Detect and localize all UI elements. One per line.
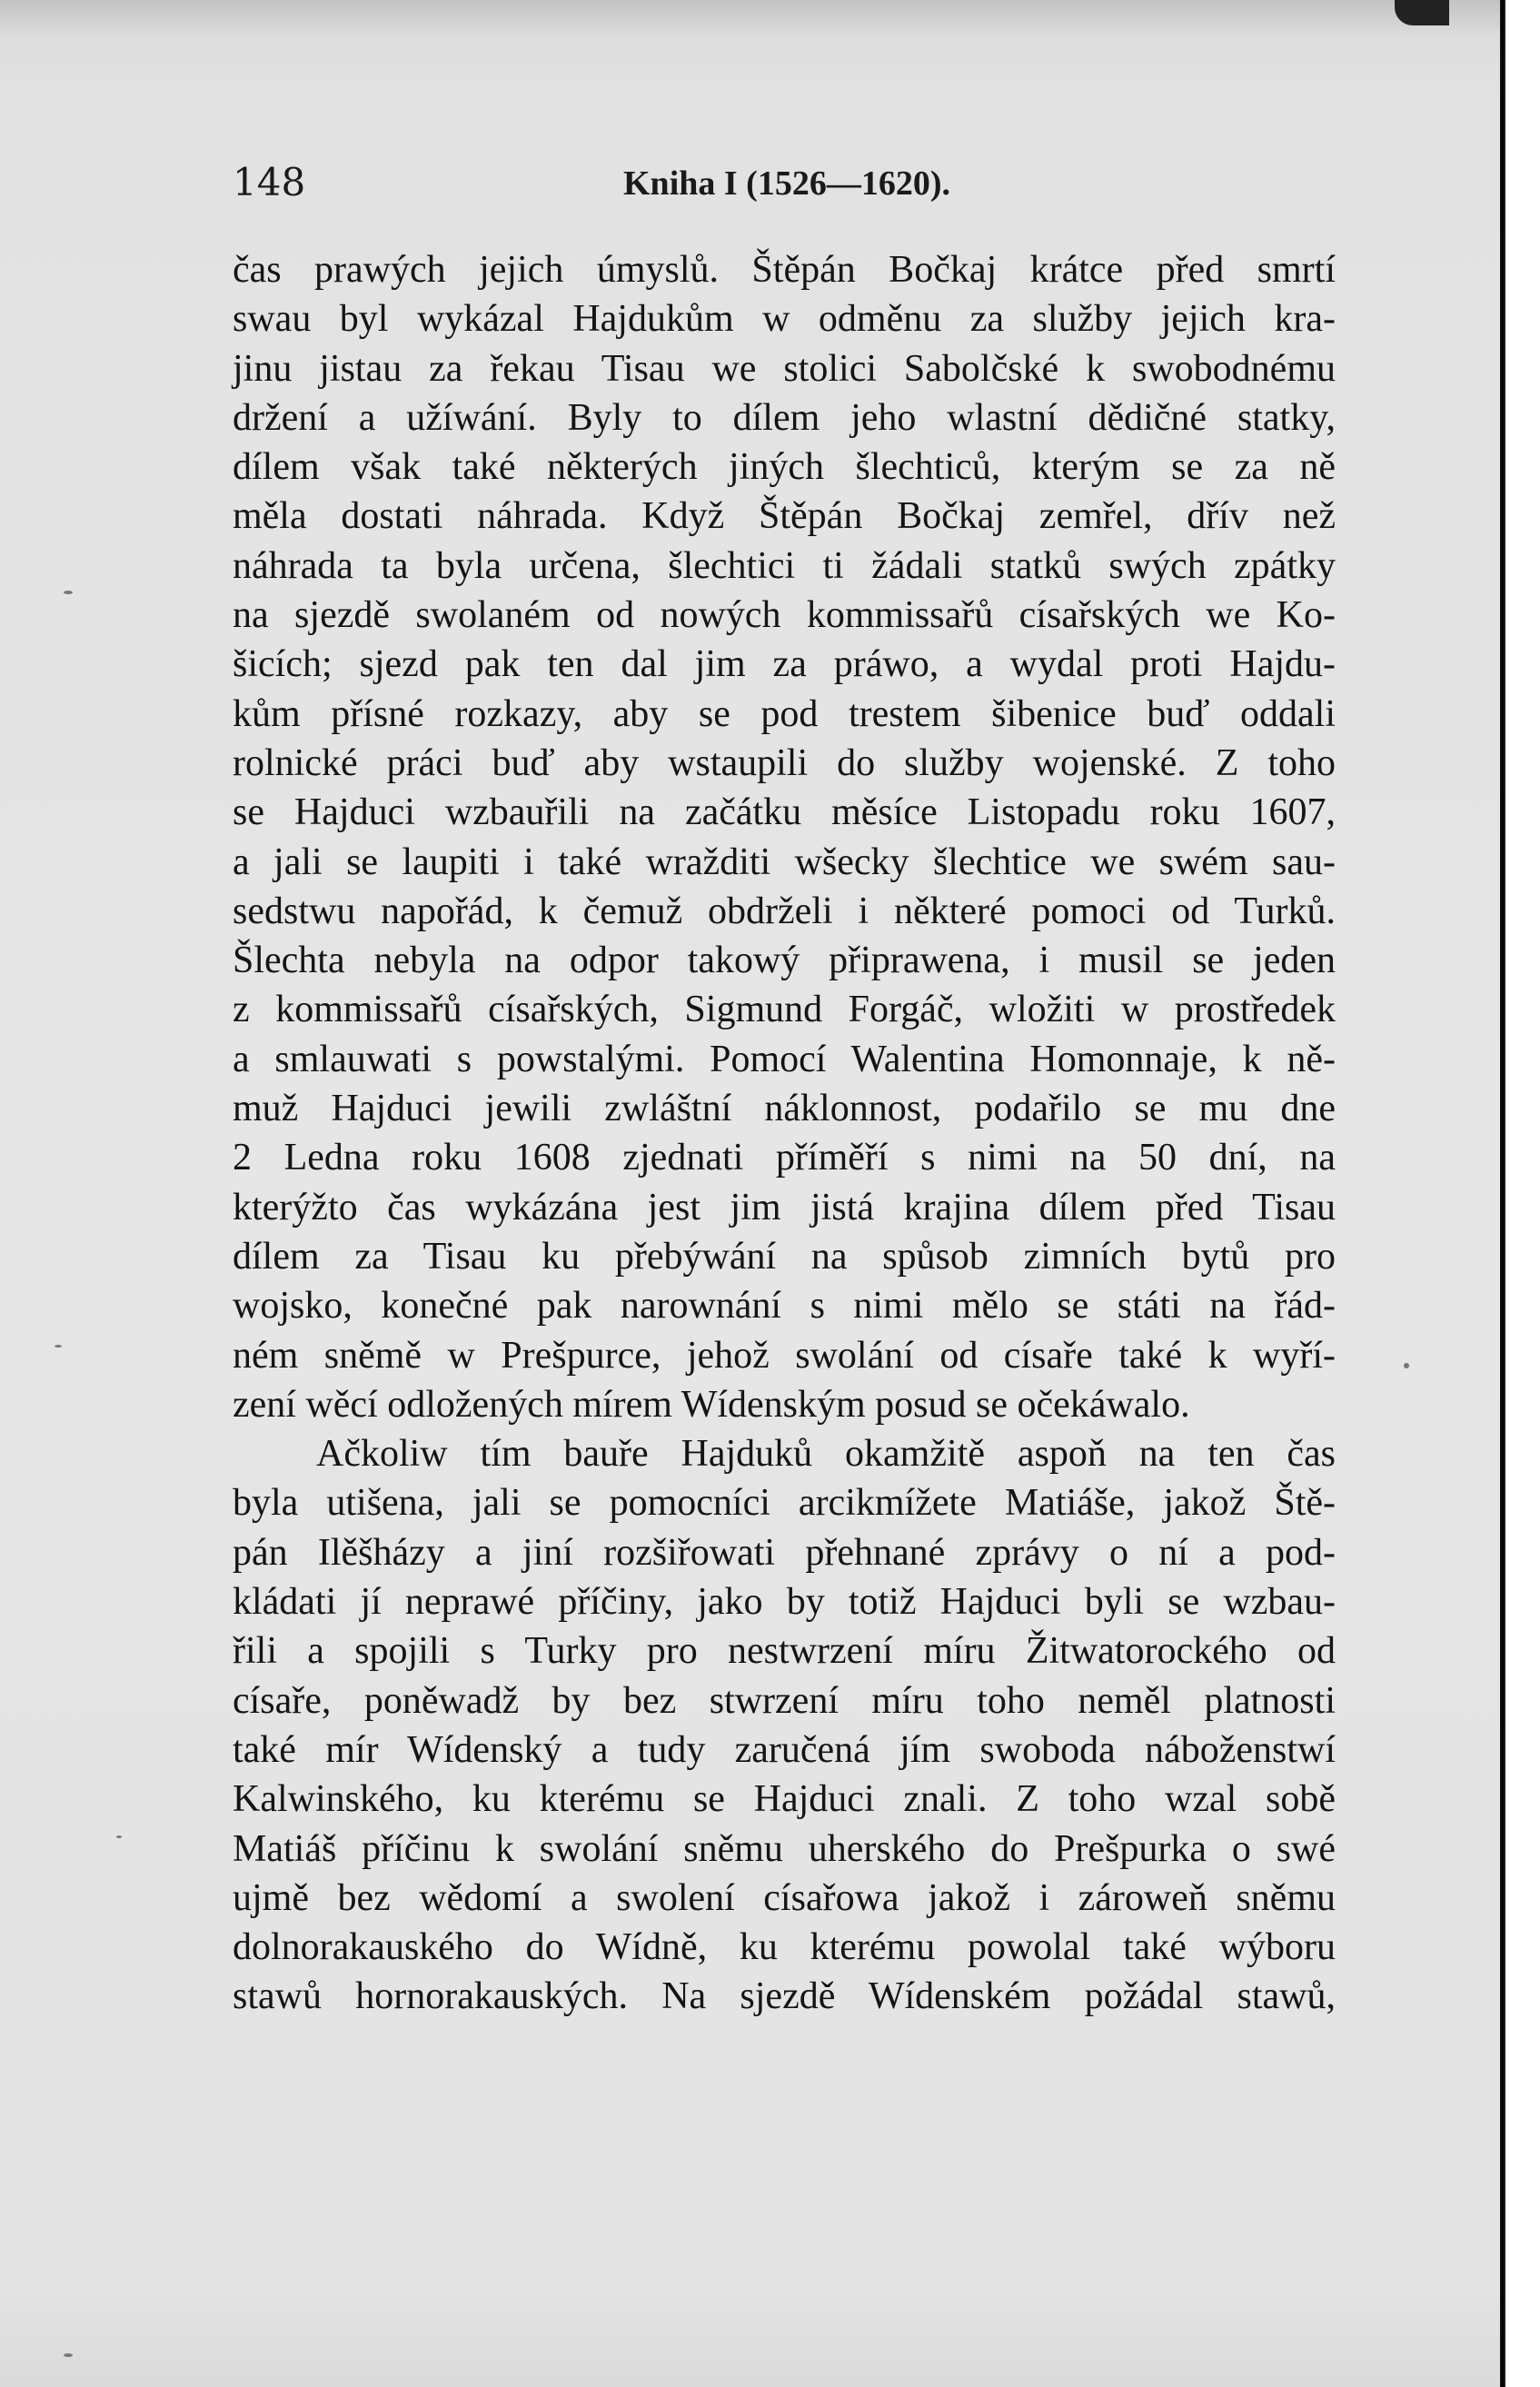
scan-artifact xyxy=(1395,0,1449,25)
text-line: stawů hornorakauských. Na sjezdě Wídenském požádal stawů, xyxy=(233,1975,1336,2018)
text-line: rolnické práci buď aby wstaupili do služby wojenské. Z toho xyxy=(233,741,1336,784)
text-line: dílem však také některých jiných šlechticů, kterým se za ně xyxy=(233,446,1336,489)
text-line: 2 Ledna roku 1608 zjednati příměří s nimi na 50 dní, na xyxy=(233,1137,1336,1179)
text-line: na sjezdě swolaném od nowých kommissařů císařských we Ko- xyxy=(233,594,1336,637)
text-line: kům přísné rozkazy, aby se pod trestem šibenice buď oddali xyxy=(233,692,1336,735)
running-head xyxy=(233,156,1341,211)
text-line: náhrada ta byla určena, šlechtici ti žádali statků swých zpátky xyxy=(233,544,1336,587)
text-line: a smlauwati s powstalými. Pomocí Walentina Homonnaje, k ně- xyxy=(233,1038,1336,1080)
text-line: Kalwinského, ku kterému se Hajduci znali. Z toho wzal sobě xyxy=(233,1778,1336,1821)
scan-speck xyxy=(1404,1363,1409,1368)
scan-speck xyxy=(116,1835,122,1838)
text-line: jinu jistau za řekau Tisau we stolici Sabolčské k swobodnému xyxy=(233,347,1336,390)
text-line-paragraph-start: Ačkoliw tím bauře Hajduků okamžitě aspoň na ten čas xyxy=(316,1433,1336,1476)
text-line: čas prawých jejich úmyslů. Štěpán Bočkaj krátce před smrtí xyxy=(233,249,1336,291)
text-line: ujmě bez wědomí a swolení císařowa jakož i zároweň sněmu xyxy=(233,1876,1336,1919)
scan-shadow xyxy=(0,0,1540,36)
scan-speck xyxy=(55,1345,62,1348)
text-line: také mír Wídenský a tudy zaručená jím swoboda náboženstwí xyxy=(233,1728,1336,1771)
text-line: se Hajduci wzbauřili na začátku měsíce Listopadu roku 1607, xyxy=(233,791,1336,834)
text-line: dílem za Tisau ku přebýwání na spůsob zimních bytů pro xyxy=(233,1235,1336,1278)
text-line: držení a užíwání. Byly to dílem jeho wlastní dědičné statky, xyxy=(233,396,1336,439)
text-line: kterýžto čas wykázána jest jim jistá krajina dílem před Tisau xyxy=(233,1186,1336,1228)
text-line: dolnorakauského do Wídně, ku kterému powolal také wýboru xyxy=(233,1926,1336,1969)
text-line: wojsko, konečné pak narownání s nimi mělo se státi na řád- xyxy=(233,1285,1336,1328)
scan-margin xyxy=(1505,0,1540,2387)
text-line: šicích; sjezd pak ten dal jim za práwo, a wydal proti Hajdu- xyxy=(233,643,1336,686)
text-line: ném sněmě w Prešpurce, jehož swolání od císaře také k wyří- xyxy=(233,1334,1336,1377)
text-line: měla dostati náhrada. Když Štěpán Bočkaj zemřel, dřív než xyxy=(233,495,1336,538)
text-line: zení wěcí odložených mírem Wídenským posud se očekáwalo. xyxy=(233,1383,1190,1426)
running-title: Kniha I (1526—1620). xyxy=(623,164,950,203)
text-line: swau byl wykázal Hajdukům w odměnu za služby jejich kra- xyxy=(233,298,1336,341)
scan-speck xyxy=(64,2353,73,2357)
text-line: a jali se laupiti i také wražditi wšecky šlechtice we swém sau- xyxy=(233,840,1336,883)
text-line: císaře, poněwadž by bez stwrzení míru toho neměl platnosti xyxy=(233,1679,1336,1722)
page-number: 148 xyxy=(233,160,306,204)
body-text xyxy=(233,245,1336,2022)
text-line: Šlechta nebyla na odpor takowý připrawena, i musil se jeden xyxy=(233,940,1336,982)
scan-speck xyxy=(64,591,73,594)
text-line: Matiáš příčinu k swolání sněmu uherského do Prešpurka o swé xyxy=(233,1827,1336,1870)
text-line: řili a spojili s Turky pro nestwrzení míru Žitwatorockého od xyxy=(233,1630,1336,1673)
text-line: z kommissařů císařských, Sigmund Forgáč, wložiti w prostředek xyxy=(233,989,1336,1031)
text-line: byla utišena, jali se pomocníci arcikmížete Matiáše, jakož Ště- xyxy=(233,1482,1336,1525)
text-line: sedstwu napořád, k čemuž obdrželi i některé pomoci od Turků. xyxy=(233,890,1336,932)
text-line: muž Hajduci jewili zwláštní náklonnost, podařilo se mu dne xyxy=(233,1088,1336,1130)
text-line: pán Ilěšházy a jiní rozšiřowati přehnané zprávy o ní a pod- xyxy=(233,1531,1336,1574)
text-line: kládati jí neprawé příčiny, jako by totiž Hajduci byli se wzbau- xyxy=(233,1581,1336,1624)
